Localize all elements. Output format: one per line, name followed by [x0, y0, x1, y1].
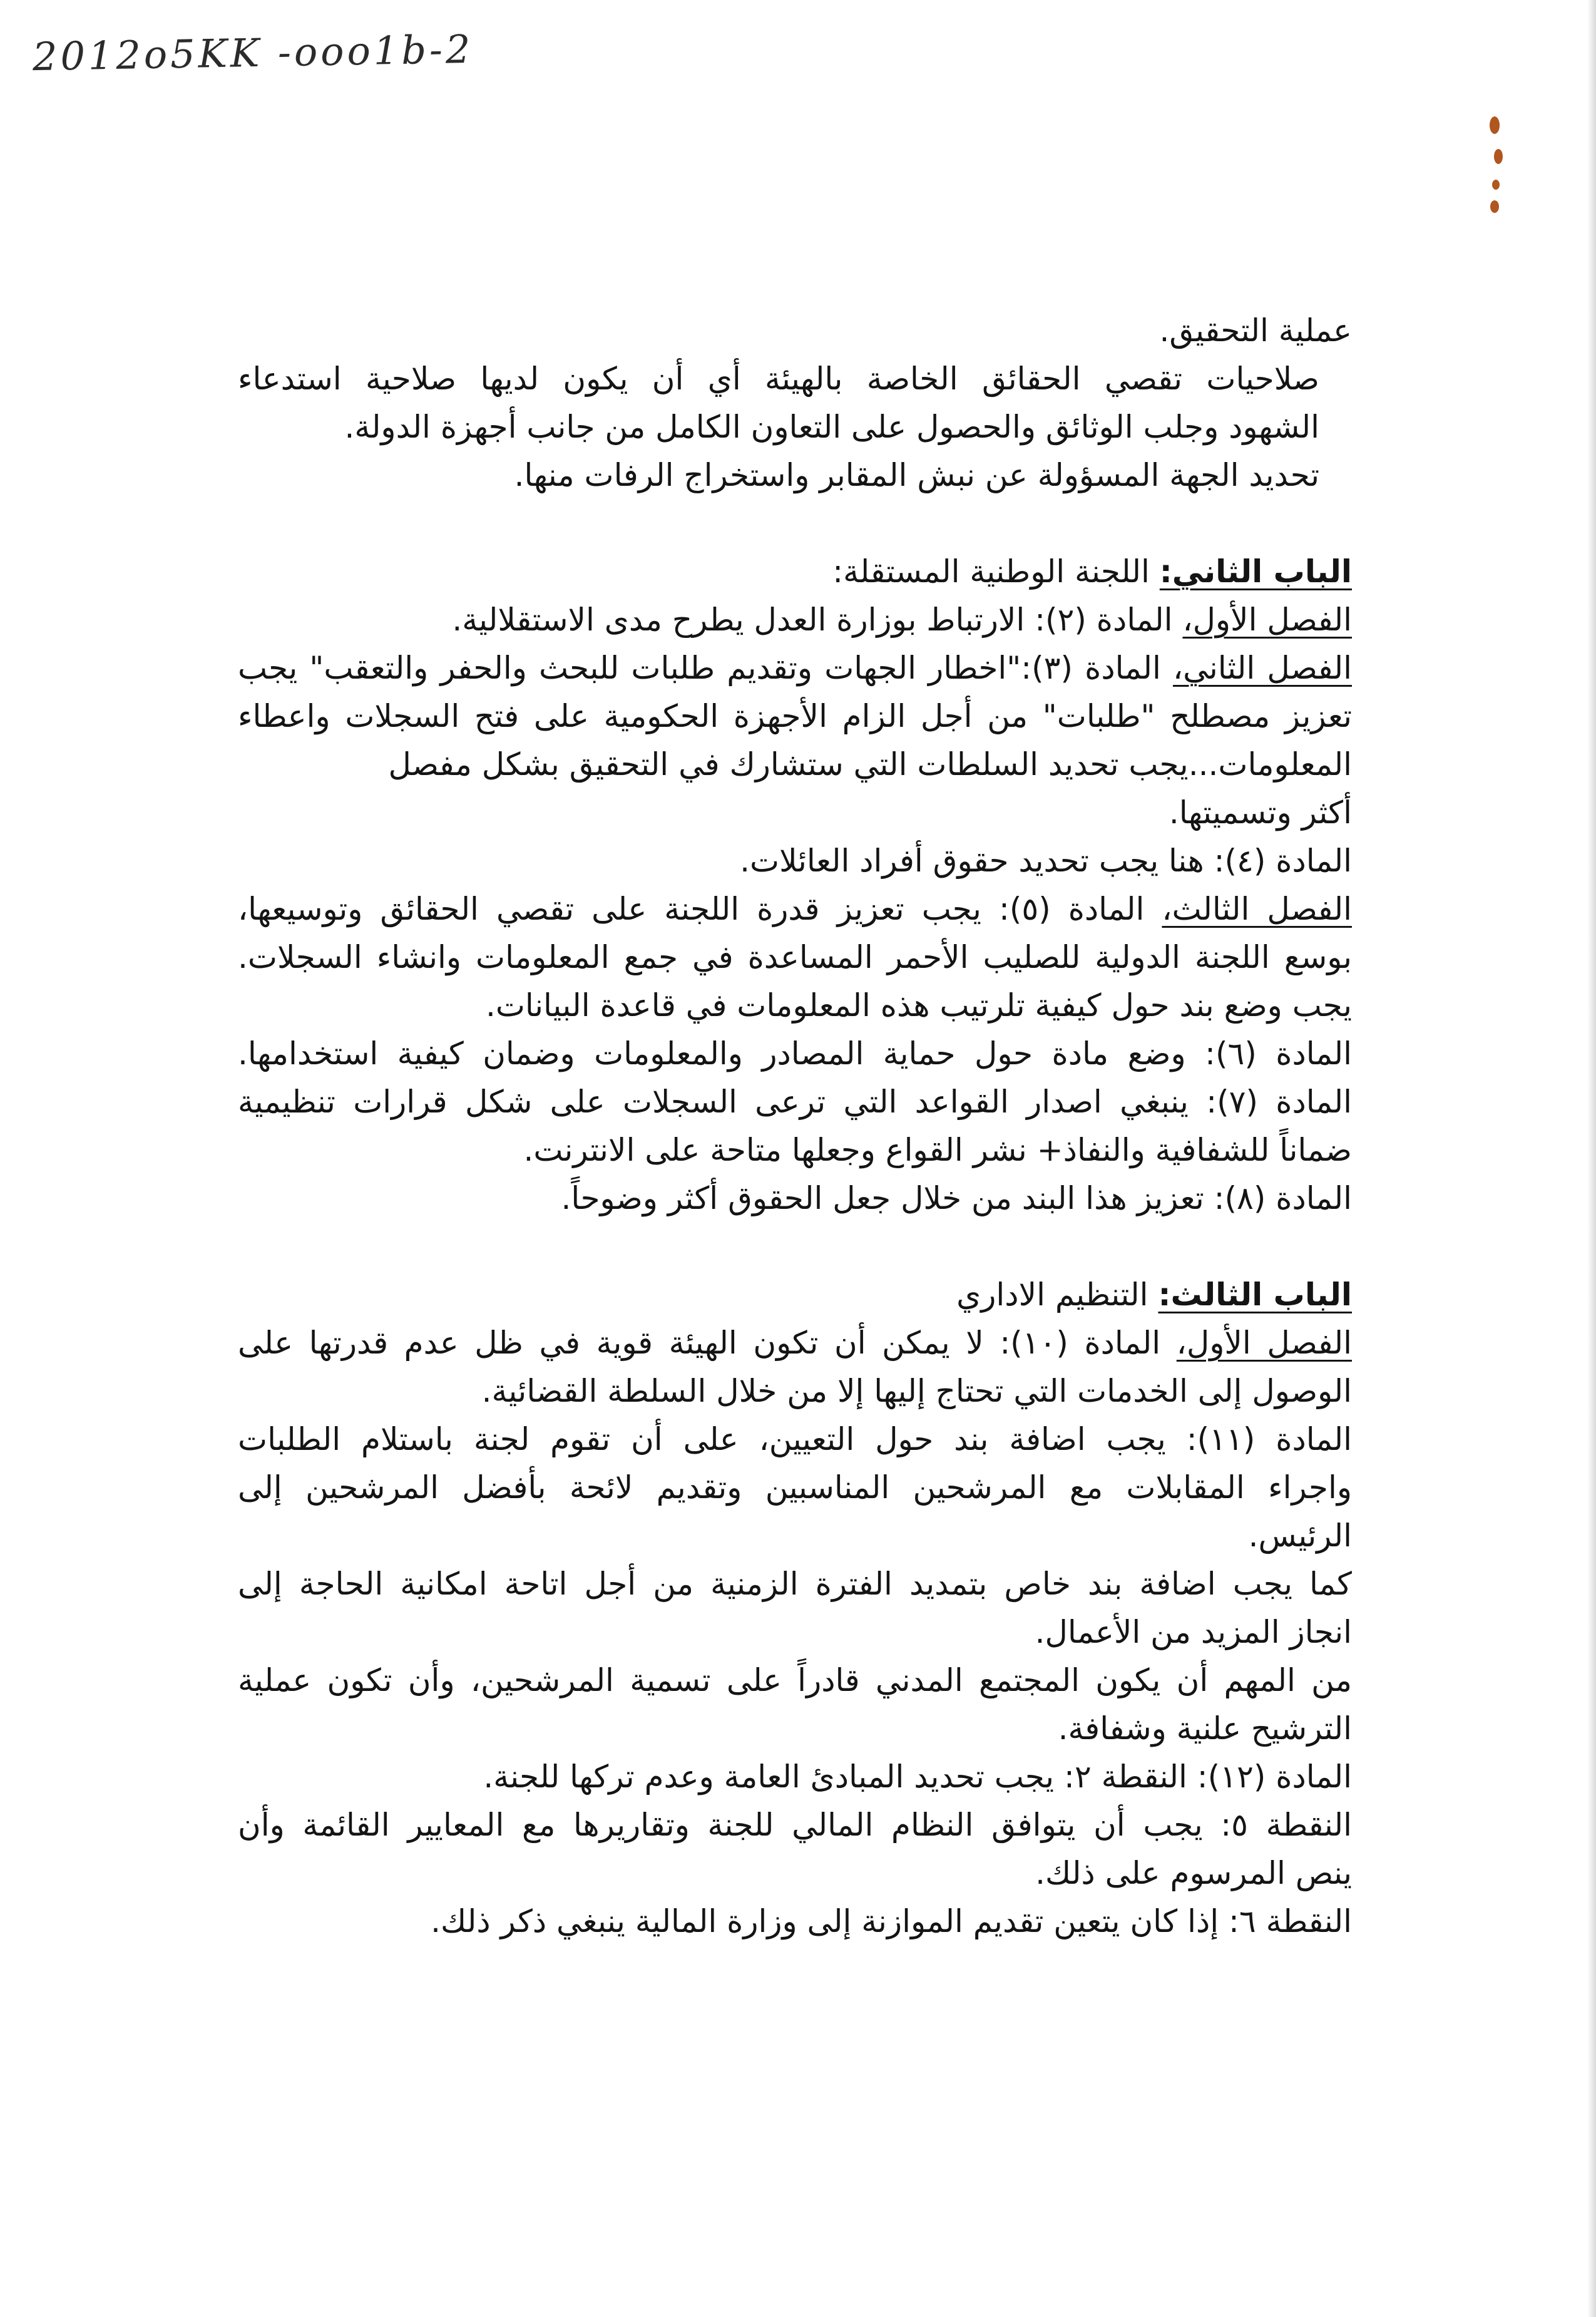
part2-chapter3-label: الفصل الثالث، [1162, 891, 1352, 927]
part3-paragraph1-line2: انجاز المزيد من الأعمال. [1035, 1614, 1352, 1650]
part3-heading-label: الباب الثالث: [1158, 1277, 1352, 1313]
section-gap [238, 500, 1352, 548]
part2-line-6: يجب وضع بند حول كيفية تلرتيب هذه المعلومات في قاعدة البيانات. [485, 987, 1352, 1024]
part2-chapter2-line [238, 644, 1352, 692]
part2-article7: المادة (٧): ينبغي اصدار القواعد التي ترعى السجلات على شكل قرارات تنظيمية [238, 1084, 1352, 1120]
part2-line-2: تعزيز مصطلح "طلبات" من أجل الزام الأجهزة الحكومية على فتح السجلات واعطاء [238, 698, 1352, 734]
stain-dot-top [1490, 116, 1500, 134]
part2-heading-label: الباب الثاني: [1159, 553, 1352, 590]
part2-line-4: أكثر وتسميتها. [1169, 794, 1352, 831]
part3-point5-line1: النقطة ٥: يجب أن يتوافق النظام المالي للجنة وتقاريرها مع المعايير القائمة وأن [238, 1807, 1352, 1843]
part2-chapter1-label: الفصل الأول، [1182, 602, 1352, 638]
part2-article4: المادة (٤): هنا يجب تحديد حقوق أفراد العائلات. [740, 843, 1352, 879]
part2-line-5: بوسع اللجنة الدولية للصليب الأحمر المساعدة في جمع المعلومات وانشاء السجلات. [238, 939, 1352, 975]
rust-stain-mark [1477, 106, 1515, 219]
part2-chapter1-line [238, 596, 1352, 644]
part2-chapter2-label: الفصل الثاني، [1173, 650, 1353, 686]
part2-chapter3-text: المادة (٥): يجب تعزيز قدرة اللجنة على تقصي الحقائق وتوسيعها، [238, 891, 1162, 927]
part2-article7-cont: ضماناً للشفافية والنفاذ+ نشر القواع وجعلها متاحة على الانترنت. [523, 1132, 1352, 1168]
part3-chapter1-text: المادة (١٠): لا يمكن أن تكون الهيئة قوية في ظل عدم قدرتها على [238, 1325, 1177, 1361]
part2-article6: المادة (٦): وضع مادة حول حماية المصادر والمعلومات وضمان كيفية استخدامها. [238, 1035, 1352, 1072]
stain-dot-bottom [1490, 200, 1499, 213]
part3-point5-line2: ينص المرسوم على ذلك. [1035, 1855, 1352, 1891]
part3-article11-end: الرئيس. [1248, 1518, 1352, 1554]
part3-paragraph2-line2: الترشيح علنية وشفافة. [1058, 1710, 1352, 1747]
part3-article12: المادة (١٢): النقطة ٢: يجب تحديد المبادئ العامة وعدم تركها للجنة. [483, 1759, 1352, 1795]
part3-paragraph2-line1: من المهم أن يكون المجتمع المدني قادراً على تسمية المرشحين، وأن تكون عملية [238, 1662, 1352, 1698]
part3-chapter1-line [238, 1319, 1352, 1367]
part2-chapter1-text: المادة (٢): الارتباط بوزارة العدل يطرح مدى الاستقلالية. [452, 602, 1183, 638]
part3-article11-cont: واجراء المقابلات مع المرشحين المناسبين وتقديم لائحة بأفضل المرشحين إلى [238, 1469, 1352, 1506]
part2-chapter2-text: المادة (٣):"اخطار الجهات وتقديم طلبات للبحث والحفر والتعقب" يجب [238, 650, 1174, 686]
document-body [238, 307, 1352, 1946]
part2-chapter3-line [238, 885, 1352, 933]
scan-edge-shadow [1587, 0, 1596, 2317]
part3-paragraph1-line1: كما يجب اضافة بند خاص بتمديد الفترة الزمنية من أجل اتاحة امكانية الحاجة إلى [238, 1566, 1352, 1602]
part3-point6: النقطة ٦: إذا كان يتعين تقديم الموازنة إلى وزارة المالية ينبغي ذكر ذلك. [431, 1903, 1352, 1939]
part2-heading-text: اللجنة الوطنية المستقلة: [832, 553, 1160, 590]
part2-heading [238, 548, 1352, 596]
intro-line-2: صلاحيات تقصي الحقائق الخاصة بالهيئة أي أن يكون لديها صلاحية استدعاء [238, 361, 1319, 397]
part3-line-2: الوصول إلى الخدمات التي تحتاج إليها إلا من خلال السلطة القضائية. [481, 1373, 1352, 1409]
part2-article8: المادة (٨): تعزيز هذا البند من خلال جعل الحقوق أكثر وضوحاً. [561, 1180, 1352, 1216]
intro-line-3: الشهود وجلب الوثائق والحصول على التعاون الكامل من جانب أجهزة الدولة. [344, 409, 1319, 445]
part3-heading [238, 1271, 1352, 1319]
handwritten-reference-code: 2012o5KK -ooo1b-2 [32, 26, 474, 80]
part3-heading-text: التنظيم الاداري [956, 1277, 1159, 1313]
intro-line-1: عملية التحقيق. [1159, 312, 1352, 349]
part3-article11: المادة (١١): يجب اضافة بند حول التعيين، على أن تقوم لجنة باستلام الطلبات [238, 1421, 1352, 1457]
section-gap [238, 1223, 1352, 1271]
stain-dot-low [1492, 180, 1500, 190]
part2-line-3: المعلومات...يجب تحديد السلطات التي ستشارك في التحقيق بشكل مفصل [388, 746, 1352, 783]
stain-dot-mid [1494, 149, 1503, 164]
part3-chapter1-label: الفصل الأول، [1176, 1325, 1352, 1361]
intro-line-4: تحديد الجهة المسؤولة عن نبش المقابر واستخراج الرفات منها. [514, 457, 1319, 493]
